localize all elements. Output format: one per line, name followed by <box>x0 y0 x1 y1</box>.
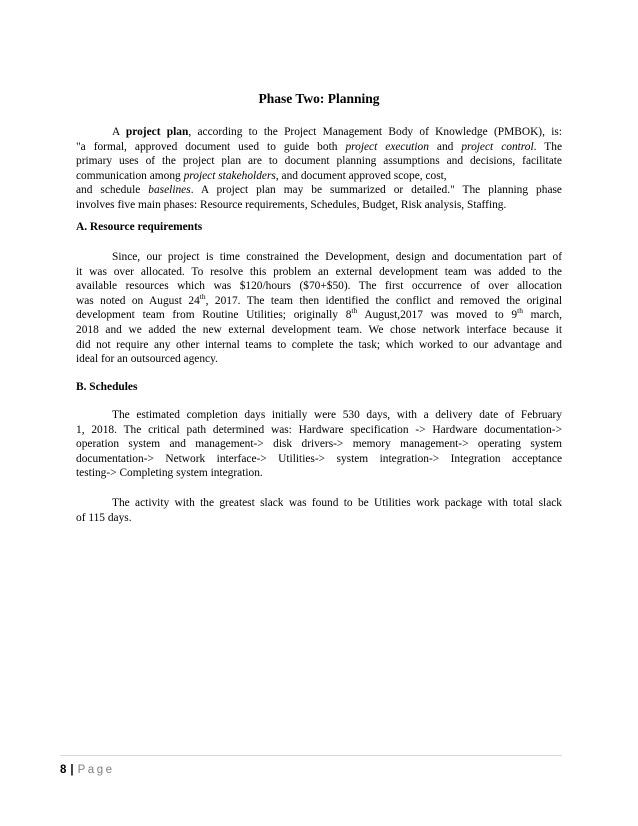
section-b-p2-line-2: of 115 days. <box>76 511 132 524</box>
section-a-line-4: was noted on August 24th, 2017. The team then identified the conflict and removed the original <box>76 291 562 307</box>
page-number: 8 <box>60 764 67 776</box>
intro-line-3: primary uses of the project plan are to document planning assumptions and decisions, facilitate <box>76 155 562 168</box>
section-a <box>76 220 562 235</box>
intro-line-6: involves five main phases: Resource requirements, Schedules, Budget, Risk analysis, Staffing. <box>76 198 507 211</box>
section-a-line-1: Since, our project is time constrained the Development, design and documentation part of <box>112 251 562 263</box>
section-b-p1-line-1: The estimated completion days initially were 530 days, with a delivery date of February <box>112 409 562 421</box>
section-a-line-6: 2018 and we added the new external development team. We chose network interface because it <box>76 323 562 336</box>
section-a-line-3: available resources which was $120/hours ($70+$50). The first occurrence of over allocation <box>76 280 562 293</box>
page-title: Phase Two: Planning <box>258 91 380 106</box>
section-b <box>76 380 562 395</box>
section-b-p2-line-1: The activity with the greatest slack was found to be Utilities work package with total slack <box>112 497 562 509</box>
intro-line-4: communication among project stakeholders, and document approved scope, cost, <box>76 169 447 182</box>
section-a-heading: A. Resource requirements <box>76 221 203 233</box>
section-b-p1-line-2: 1, 2018. The critical path determined was: Hardware specification -> Hardware documentation-> <box>76 423 562 436</box>
intro-line-1: A project plan, according to the Project Management Body of Knowledge (PMBOK), is: <box>112 126 562 138</box>
section-b-p1-line-4: documentation-> Network interface-> Utilities-> system integration-> Integration acceptance <box>76 452 562 465</box>
intro-paragraph <box>76 125 562 213</box>
section-b-heading: B. Schedules <box>76 381 138 393</box>
footer-divider <box>60 755 562 756</box>
section-a-line-5: development team from Routine Utilities; originally 8th August,2017 was moved to 9th march, <box>76 306 562 322</box>
intro-line-2: "a formal, approved document used to guide both project execution and project control. The <box>76 140 563 153</box>
section-a-line-2: it was over allocated. To resolve this problem an external development team was added to the <box>76 265 562 278</box>
section-a-line-7: did not require any other internal teams to complete the task; which worked to our advantage and <box>76 338 562 351</box>
section-b-paragraph-2 <box>76 496 562 525</box>
section-b-p1-line-3: operation system and management-> disk drivers-> memory management-> operating system <box>76 438 562 451</box>
project-plan-term: project plan <box>125 126 189 138</box>
footer-separator: | <box>70 764 74 776</box>
section-a-paragraph <box>76 250 562 367</box>
page-label: Page <box>77 764 115 776</box>
section-b-paragraph-1 <box>76 408 562 481</box>
page-footer <box>60 764 114 776</box>
section-a-line-8: ideal for an outsourced agency. <box>76 353 218 366</box>
intro-line-5: and schedule baselines. A project plan may be summarized or detailed." The planning phase <box>76 184 562 197</box>
section-b-p1-line-5: testing-> Completing system integration. <box>76 467 263 480</box>
